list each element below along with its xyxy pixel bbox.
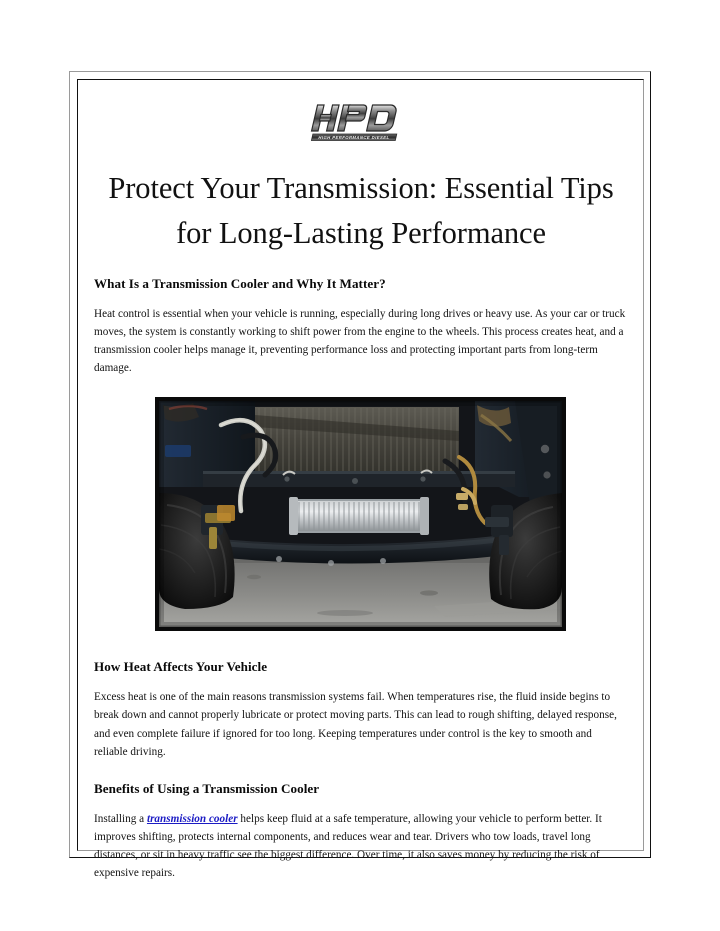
paragraph-text-after-link: helps keep fluid at a safe temperature, allowing your vehicle to perform better. It improves shifting, protects internal components, and reduces wear and tear. Drivers who tow loads, travel long distances, or sit in heavy traffic see the biggest difference. Over time, it also saves money by reducing the risk of expensive repairs. bbox=[94, 812, 602, 880]
section-paragraph-what-is-a-transmission-cooler: Heat control is essential when your vehicle is running, especially during long drives or heavy use. As your car or truck moves, the system is constantly working to shift power from the engine to the wheels. This process creates heat, and a transmission cooler helps manage it, preventing performance loss and protecting important parts from long-term damage. bbox=[94, 307, 626, 375]
logo-header bbox=[94, 94, 627, 154]
section-heading-how-heat-affects-your-vehicle: How Heat Affects Your Vehicle bbox=[94, 659, 268, 675]
page-title: Protect Your Transmission: Essential Tips for Long-Lasting Performance bbox=[108, 171, 614, 250]
page-border-inner bbox=[77, 79, 644, 880]
section-paragraph-how-heat-affects-your-vehicle: Excess heat is one of the main reasons transmission systems fail. When temperatures rise, the fluid inside begins to break down and cannot properly lubricate or protect moving parts. This can lead to rough shifting, delayed response, and even complete failure if ignored for too long. Keeping temperatures under control is the key to smooth and reliable driving. bbox=[94, 691, 617, 758]
svg-text:HIGH PERFORMANCE DIESEL: HIGH PERFORMANCE DIESEL bbox=[317, 135, 390, 140]
transmission-cooler-link[interactable]: transmission cooler bbox=[146, 812, 238, 825]
section-paragraph-benefits-of-using-a-transmission-cooler bbox=[94, 810, 627, 883]
paragraph-text-before-link: Installing a bbox=[94, 812, 147, 825]
page-border-outer bbox=[69, 71, 651, 880]
hpd-logo-icon bbox=[305, 103, 417, 147]
section-heading-benefits-of-using-a-transmission-cooler: Benefits of Using a Transmission Cooler bbox=[94, 780, 320, 796]
page-content bbox=[78, 80, 643, 880]
section-heading-what-is-a-transmission-cooler: What Is a Transmission Cooler and Why It Matter? bbox=[94, 275, 386, 291]
transmission-cooler-photo bbox=[155, 397, 566, 631]
figure-container bbox=[94, 397, 627, 636]
